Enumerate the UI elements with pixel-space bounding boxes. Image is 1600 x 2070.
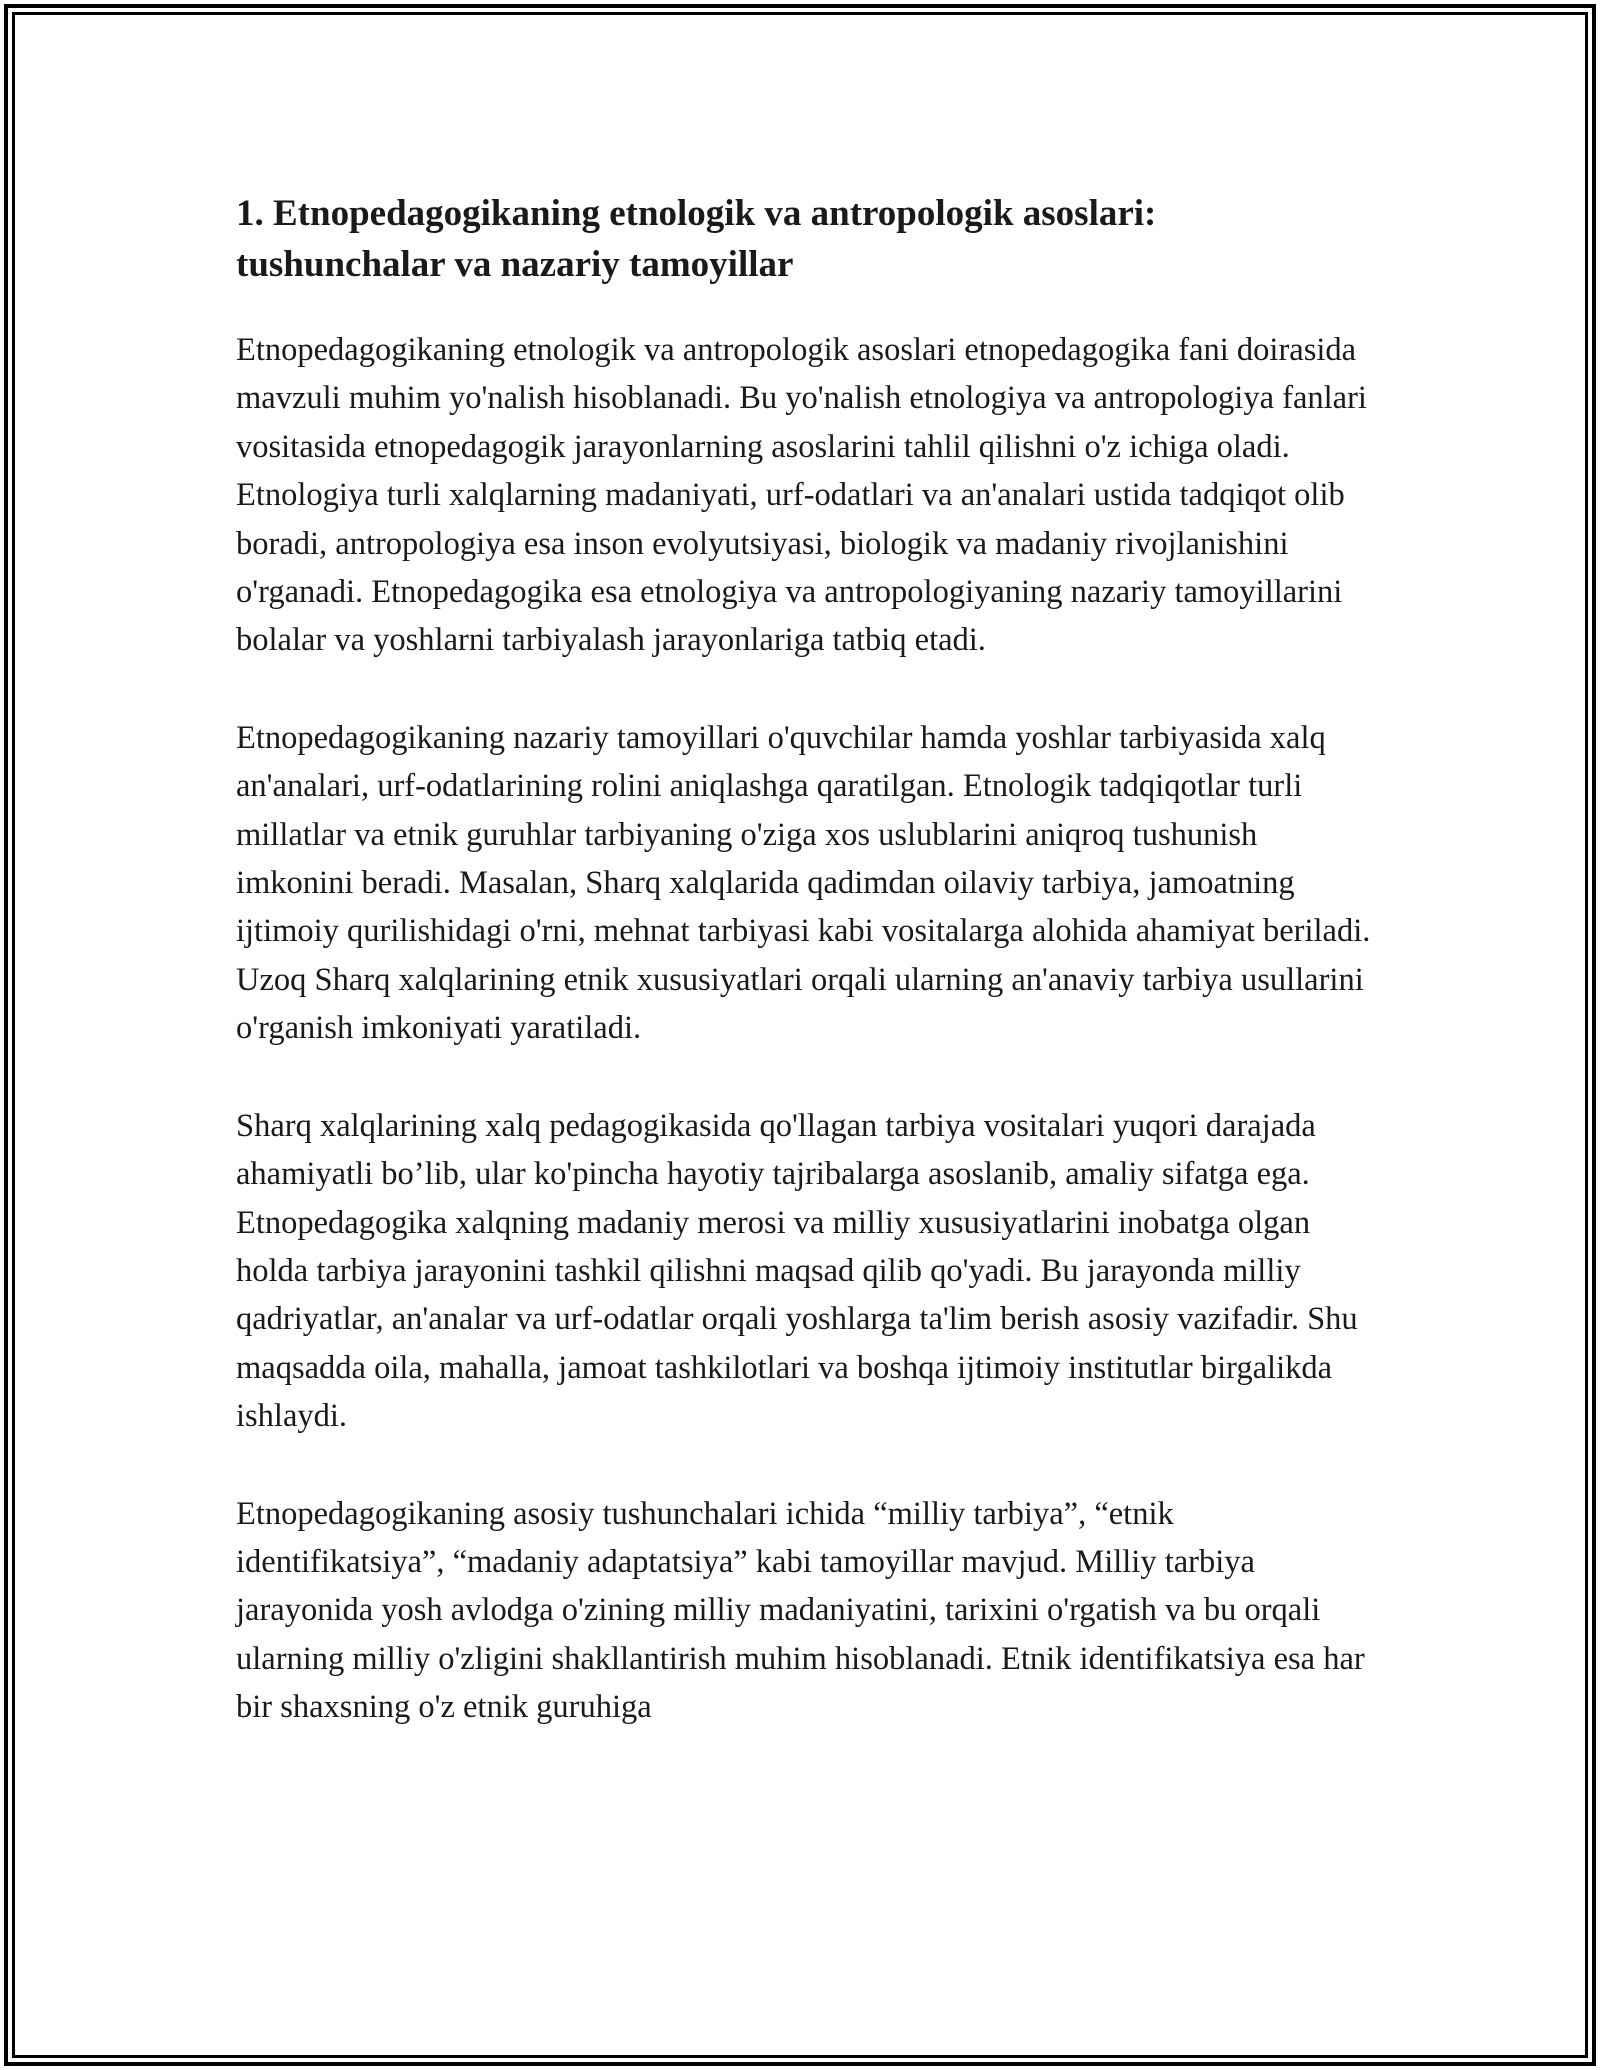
section-heading [236, 188, 1376, 290]
paragraph-3: Sharq xalqlarining xalq pedagogikasida qo'llagan tarbiya vositalari yuqori darajada ahamiyatli bo’lib, ular ko'pincha hayotiy tajribalarga asoslanib, amaliy sifatga ega. Etnopedagogika xalqning madaniy merosi va milliy xususiyatlarini inobatga olgan holda tarbiya jarayonini tashkil qilishni maqsad qilib qo'yadi. Bu jarayonda milliy qadriyatlar, an'analar va urf-odatlar orqali yoshlarga ta'lim berish asosiy vazifadir. Shu maqsadda oila, mahalla, jamoat tashkilotlari va boshqa ijtimoiy institutlar birgalikda ishlaydi. [236, 1107, 1358, 1435]
paragraph-2: Etnopedagogikaning nazariy tamoyillari o'quvchilar hamda yoshlar tarbiyasida xalq an'analari, urf-odatlarining rolini aniqlashga qaratilgan. Etnologik tadqiqotlar turli millatlar va etnik guruhlar tarbiyaning o'ziga xos uslublarini aniqroq tushunish imkonini beradi. Masalan, Sharq xalqlarida qadimdan oilaviy tarbiya, jamoatning ijtimoiy qurilishidagi o'rni, mehnat tarbiyasi kabi vositalarga alohida ahamiyat beriladi. Uzoq Sharq xalqlarining etnik xususiyatlari orqali ularning an'anaviy tarbiya usullarini o'rganish imkoniyati yaratiladi. [236, 719, 1371, 1047]
document-body [236, 188, 1376, 1732]
paragraph-4: Etnopedagogikaning asosiy tushunchalari ichida “milliy tarbiya”, “etnik identifikatsiya”, “madaniy adaptatsiya” kabi tamoyillar mavjud. Milliy tarbiya jarayonida yosh avlodga o'zining milliy madaniyatini, tarixini o'rgatish va bu orqali ularning milliy o'zligini shakllantirish muhim hisoblanadi. Etnik identifikatsiya esa har bir shaxsning o'z etnik guruhiga [236, 1495, 1365, 1726]
paragraph-1: Etnopedagogikaning etnologik va antropologik asoslari etnopedagogika fani doirasida mavzuli muhim yo'nalish hisoblanadi. Bu yo'nalish etnologiya va antropologiya fanlari vositasida etnopedagogik jarayonlarning asoslarini tahlil qilishni o'z ichiga oladi. Etnologiya turli xalqlarning madaniyati, urf-odatlari va an'analari ustida tadqiqot olib boradi, antropologiya esa inson evolyutsiyasi, biologik va madaniy rivojlanishini o'rganadi. Etnopedagogika esa etnologiya va antropologiyaning nazariy tamoyillarini bolalar va yoshlarni tarbiyalash jarayonlariga tatbiq etadi. [236, 332, 1367, 659]
section-heading-line-2: tushunchalar va nazariy tamoyillar [236, 244, 794, 285]
section-heading-line-1: 1. Etnopedagogikaning etnologik va antropologik asoslari: [236, 193, 1157, 234]
